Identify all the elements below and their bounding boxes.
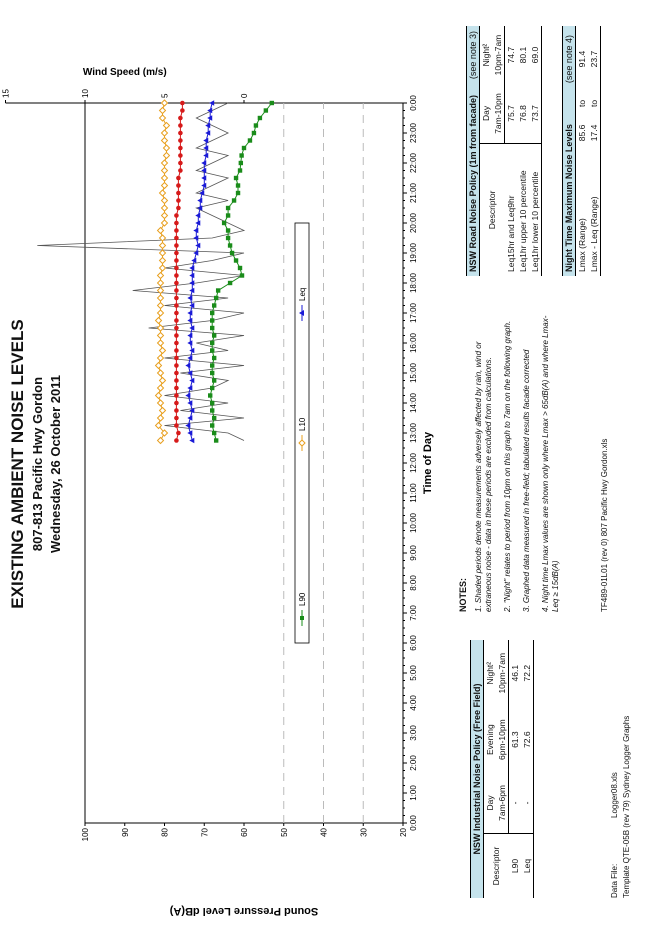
notes-heading: NOTES: [458, 577, 468, 612]
l90-point [208, 393, 212, 397]
red-series-point [174, 371, 179, 376]
night-row-1-to: to [577, 99, 587, 107]
l90-point [226, 236, 230, 240]
l90-point [248, 138, 252, 142]
red-series-point [174, 288, 179, 293]
red-series-point [178, 146, 183, 151]
l90-point [212, 333, 216, 337]
red-series-point [178, 123, 183, 128]
x-tick-label: 22:00 [409, 152, 418, 174]
ind-row-l90-day: - [509, 773, 522, 834]
l90-point [212, 356, 216, 360]
road-row-1-day: 75.7 [505, 84, 518, 143]
x-tick-label: 0:00 [409, 95, 418, 111]
road-row-1-night: 74.7 [506, 46, 516, 64]
x-tick-label: 16:00 [409, 332, 418, 354]
y2-tick-label: 15 [1, 89, 11, 98]
road-row-3-label: Leq1hr lower 10 percentile [529, 143, 542, 276]
x-tick-label: 10:00 [409, 512, 418, 534]
red-series-point [174, 281, 179, 286]
l90-point [239, 161, 243, 165]
night-row-1-label: Lmax (Range) [577, 218, 587, 272]
red-series-point [174, 416, 179, 421]
note-3: 3. Graphed data measured in free-field; tabulated results facade corrected [522, 349, 531, 612]
red-series-point [174, 326, 179, 331]
road-time-night: 10pm-7am [492, 26, 505, 84]
red-series-point [174, 266, 179, 271]
red-series-point [174, 348, 179, 353]
road-col-descriptor: Descriptor [487, 190, 498, 230]
footer-data-file-label: Data File: [610, 863, 619, 898]
ind-row-l90-label: L90 [509, 858, 520, 874]
footer-data-file: Logger08.xls [610, 772, 619, 818]
road-table-header: NSW Road Noise Policy (1m from facade) [467, 84, 480, 276]
l90-point [212, 416, 216, 420]
l90-point [236, 183, 240, 187]
red-series-point [174, 228, 179, 233]
legend-marker [300, 616, 304, 620]
red-series-point [174, 333, 179, 338]
x-tick-label: 3:00 [409, 725, 418, 741]
page-title: EXISTING AMBIENT NOISE LEVELS [8, 319, 27, 609]
ind-col-night: Night² [485, 661, 495, 685]
l90-point [216, 288, 220, 292]
night-row-2-to: to [588, 92, 601, 115]
night-table-header: Night Time Maximum Noise Levels [563, 92, 576, 276]
ind-col-evening: Evening [485, 724, 495, 756]
x-tick-label: 13:00 [409, 422, 418, 444]
night-max-table [562, 26, 601, 276]
plot-area [85, 103, 403, 823]
ind-row-leq-night: 72.2 [521, 640, 534, 706]
x-tick-label: 8:00 [409, 575, 418, 591]
y-tick-label: 30 [359, 828, 369, 837]
red-series-point [178, 153, 183, 158]
l90-point [239, 153, 243, 157]
l90-point [214, 296, 218, 300]
road-row-3-day: 73.7 [529, 84, 542, 143]
x-tick-label: 9:00 [409, 545, 418, 561]
ind-time-night: 10pm-7am [496, 640, 509, 706]
y-tick-label: 20 [399, 828, 408, 837]
industrial-noise-table [470, 640, 534, 898]
x-tick-label: 0:00 [409, 815, 418, 831]
red-series-point [174, 408, 179, 413]
road-row-1-label: Leq15hr and Leq9hr [505, 195, 516, 272]
red-series-point [180, 108, 185, 113]
ind-row-l90-night: 46.1 [510, 664, 520, 682]
industrial-table-header: NSW Industrial Noise Policy (Free Field) [471, 640, 484, 898]
l90-point [240, 273, 244, 277]
x-tick-label: 2:00 [409, 755, 418, 771]
red-series-point [174, 386, 179, 391]
l90-point [228, 281, 232, 285]
l90-point [214, 438, 218, 442]
x-tick-label: 4:00 [409, 695, 418, 711]
l90-point [258, 116, 262, 120]
x-tick-label: 6:00 [409, 635, 418, 651]
road-row-2-day: 76.8 [517, 84, 529, 143]
red-series-point [174, 296, 179, 301]
l90-point [232, 198, 236, 202]
l90-point [210, 348, 214, 352]
red-series-point [180, 101, 185, 106]
red-series-point [174, 251, 179, 256]
y-tick-label: 60 [240, 828, 249, 837]
road-col-day: Day [480, 84, 493, 143]
ind-col-descriptor: Descriptor [491, 846, 502, 886]
x-tick-label: 7:00 [409, 605, 418, 621]
y-tick-label: 70 [200, 828, 210, 837]
l90-point [212, 431, 216, 435]
red-series-point [178, 116, 183, 121]
l90-point [226, 213, 230, 217]
night-row-1-min: 85.6 [577, 124, 587, 142]
red-series-point [174, 318, 179, 323]
road-time-day: 7am-10pm [492, 84, 505, 143]
l90-point [230, 251, 234, 255]
l90-point [222, 221, 226, 225]
night-table-note: (see note 4) [563, 26, 576, 92]
l90-point [210, 371, 214, 375]
x-tick-label: 11:00 [409, 483, 418, 503]
red-series-point [174, 356, 179, 361]
red-series-point [174, 423, 179, 428]
x-tick-label: 1:00 [409, 785, 418, 801]
night-row-2-label: Lmax - Leq (Range) [588, 151, 601, 276]
red-series-point [178, 138, 183, 143]
road-row-3-night: 69.0 [529, 26, 542, 84]
red-series-point [174, 258, 179, 263]
red-series-point [174, 236, 179, 241]
l90-point [238, 168, 242, 172]
red-series-point [176, 183, 181, 188]
night-row-2-min: 17.4 [588, 115, 601, 152]
note-2: 2. "Night" relates to period from 10pm on this graph to 7am on the following graph. [503, 320, 512, 612]
ind-time-evening: 6pm-10pm [496, 706, 509, 772]
y-axis-label: Sound Pressure Level dB(A) [169, 905, 319, 917]
legend-label: L90 [298, 592, 307, 606]
l90-point [264, 108, 268, 112]
legend-label: L10 [298, 417, 307, 431]
red-series-point [174, 303, 179, 308]
legend-label: Leq [298, 287, 307, 301]
ind-col-day: Day [484, 773, 497, 834]
red-series-point [178, 168, 183, 173]
notes-block [458, 312, 570, 612]
legend-box [295, 223, 309, 643]
l90-point [252, 131, 256, 135]
road-row-2-night: 80.1 [518, 46, 528, 64]
x-tick-label: 5:00 [409, 665, 418, 681]
x-tick-label: 17:00 [409, 302, 418, 324]
l90-point [242, 146, 246, 150]
ind-row-leq-label: Leq [521, 834, 534, 899]
l90-point [226, 206, 230, 210]
red-series-point [174, 243, 179, 248]
y-tick-label: 100 [81, 828, 90, 842]
l90-point [210, 401, 214, 405]
road-row-2-label: Leq1hr upper 10 percentile [518, 170, 528, 272]
y-tick-label: 50 [279, 828, 289, 837]
red-series-point [176, 431, 181, 436]
y2-tick-label: 5 [160, 93, 170, 98]
l90-point [212, 303, 216, 307]
page-subtitle-date: Wednesday, 26 October 2011 [48, 375, 63, 553]
x-tick-label: 14:00 [409, 392, 418, 414]
red-series-point [174, 393, 179, 398]
red-series-point [174, 311, 179, 316]
y-tick-label: 90 [120, 828, 130, 837]
night-row-1-max: 91.4 [577, 50, 587, 68]
red-series-point [176, 191, 181, 196]
red-series-point [174, 438, 179, 443]
ind-row-leq-evening: 72.6 [521, 706, 534, 772]
footer-reference: TF489-01L01 (rev 0) 807 Pacific Hwy Gordon.xls [600, 438, 609, 612]
red-series-point [174, 213, 179, 218]
y-tick-label: 40 [319, 828, 329, 837]
red-series-point [174, 221, 179, 226]
x-tick-label: 12:00 [409, 452, 418, 474]
l90-point [210, 311, 214, 315]
l90-point [234, 258, 238, 262]
y-tick-label: 80 [160, 828, 170, 837]
l90-point [210, 326, 214, 330]
red-series-point [174, 378, 179, 383]
red-series-point [178, 161, 183, 166]
road-col-night: Night² [481, 43, 491, 67]
x-tick-label: 19:00 [409, 242, 418, 264]
night-row-2-max: 23.7 [588, 26, 601, 92]
x-tick-label: 20:00 [409, 212, 418, 234]
red-series-point [174, 363, 179, 368]
l90-point [238, 266, 242, 270]
y2-axis-label: Wind Speed (m/s) [82, 67, 167, 78]
l90-point [226, 228, 230, 232]
ind-row-leq-day: - [521, 773, 534, 834]
l90-point [212, 378, 216, 382]
ind-row-l90-evening: 61.3 [510, 731, 520, 748]
l90-point [270, 101, 274, 105]
road-table-note: (see note 3) [467, 26, 480, 84]
red-series-point [174, 401, 179, 406]
red-series-point [174, 273, 179, 278]
x-tick-label: 18:00 [409, 272, 418, 294]
note-4: 4. Night time Lmax values are shown only where Lmax > 65dB(A) and where Lmax-Leq ≥ 15dB(A) [541, 315, 560, 612]
l90-point [254, 123, 258, 127]
red-series-point [176, 198, 181, 203]
x-tick-label: 21:00 [409, 182, 418, 204]
y2-tick-label: 10 [81, 89, 90, 98]
red-series-point [176, 176, 181, 181]
y2-tick-label: 0 [240, 93, 249, 98]
l90-point [236, 191, 240, 195]
ind-time-day: 7am-6pm [496, 773, 509, 834]
l90-point [210, 318, 214, 322]
page-subtitle-location: 807-813 Pacific Hwy Gordon [30, 376, 45, 552]
x-tick-label: 23:00 [409, 122, 418, 144]
l90-point [210, 341, 214, 345]
red-series-point [174, 341, 179, 346]
l90-point [210, 423, 214, 427]
road-noise-table [466, 26, 542, 276]
l90-point [210, 386, 214, 390]
x-tick-label: 15:00 [409, 362, 418, 384]
x-axis-label: Time of Day [422, 431, 434, 495]
l90-point [228, 243, 232, 247]
l90-point [210, 408, 214, 412]
red-series-point [176, 206, 181, 211]
l90-point [210, 363, 214, 367]
l90-point [234, 176, 238, 180]
note-1: 1. Shaded periods denote measurements adversely affected by rain, wind or extraneous noise - data in these periods are excluded from calculations. [474, 341, 493, 612]
footer-template: Template QTE-05B (rev 79) Sydney Logger Graphs [622, 715, 631, 898]
red-series-point [178, 131, 183, 136]
